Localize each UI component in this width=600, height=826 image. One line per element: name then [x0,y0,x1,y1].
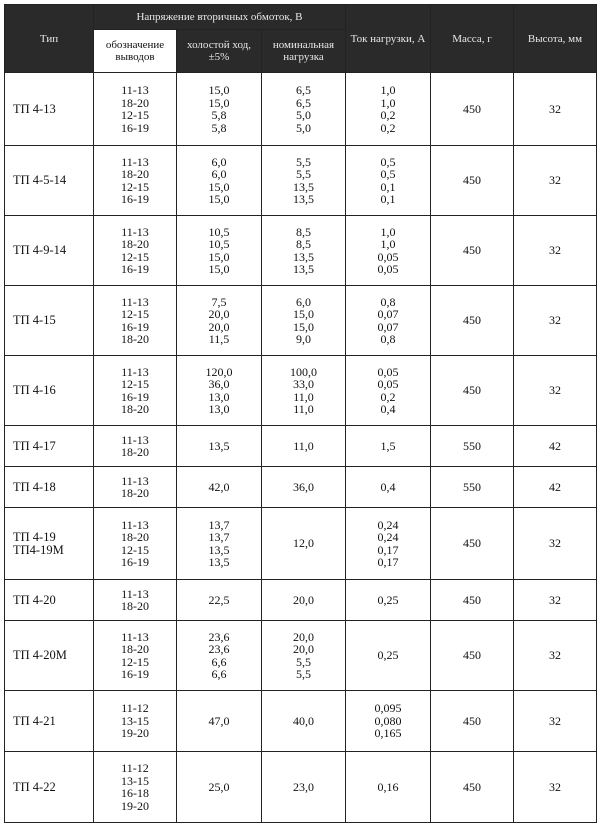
cell-terminals [94,216,177,286]
cell-type-line: ТП 4-18 [13,479,56,494]
table-row [5,621,597,691]
cell-no-load-line: 15,0 [208,179,230,194]
cell-no-load [177,73,262,146]
cell-terminals-line: 18-20 [121,332,149,346]
cell-load-current-line: 0,2 [380,120,396,135]
cell-rated-load-line: 5,0 [296,108,311,122]
cell-terminals-line: 16-19 [121,389,149,404]
cell-mass: 450 [431,508,514,580]
cell-height: 32 [514,216,597,286]
cell-rated-load-line: 8,5 [296,237,311,251]
cell-load-current-line: 0,165 [374,726,402,741]
cell-rated-load-line: 15,0 [293,307,314,321]
cell-terminals [94,73,177,146]
cell-no-load-line: 6,0 [211,154,227,169]
cell-rated-load-line: 13,5 [293,249,314,264]
cell-terminals-line: 11-13 [121,83,149,97]
cell-type-line: ТП 4-5-14 [13,173,67,188]
cell-type-line: ТП 4-15 [13,313,56,328]
cell-no-load [177,146,262,216]
cell-load-current-line: 0,05 [377,364,399,379]
cell-terminals [94,691,177,752]
cell-terminals-line: 13-15 [121,773,149,788]
cell-terminals-line: 11-13 [121,224,149,239]
cell-rated-load-line: 11,0 [293,438,314,453]
cell-terminals-line: 11-13 [121,294,149,309]
cell-load-current-line: 0,8 [380,332,396,346]
cell-terminals-line: 11-13 [121,473,149,488]
cell-load-current [346,146,431,216]
cell-load-current-line: 1,5 [380,438,396,453]
cell-terminals-line: 18-20 [121,642,149,656]
cell-load-current-line: 0,080 [374,713,402,728]
cell-mass: 450 [431,146,514,216]
cell-type [5,146,94,216]
cell-terminals-line: 18-20 [121,237,149,251]
cell-load-current [346,216,431,286]
cell-mass: 450 [431,621,514,691]
cell-load-current-line: 1,0 [380,224,396,239]
table-row [5,73,597,146]
cell-terminals-line: 12-15 [121,654,149,669]
table-header [5,5,597,73]
cell-rated-load-line: 33,0 [293,377,314,391]
cell-terminals [94,146,177,216]
cell-terminals-line: 18-20 [121,530,149,544]
cell-height: 32 [514,73,597,146]
cell-no-load-line: 5,8 [211,120,227,135]
cell-rated-load [262,508,346,580]
cell-load-current-line: 0,07 [377,307,399,321]
cell-rated-load [262,73,346,146]
cell-type [5,580,94,621]
cell-terminals-line: 16-19 [121,319,149,334]
cell-no-load [177,356,262,426]
cell-rated-load-line: 5,5 [296,654,311,669]
cell-terminals [94,467,177,508]
cell-rated-load-line: 15,0 [293,319,314,334]
scanned-document [4,4,596,824]
cell-no-load [177,508,262,580]
cell-terminals-line: 19-20 [121,798,149,813]
cell-no-load-line: 120,0 [205,364,233,379]
table-row [5,426,597,467]
cell-terminals-line: 16-19 [121,667,149,681]
cell-load-current-line: 0,05 [377,377,399,391]
header-height: Высота, мм [514,5,597,73]
cell-load-current [346,286,431,356]
cell-no-load-line: 47,0 [208,713,230,728]
cell-terminals-line: 18-20 [121,95,149,110]
cell-terminals-line: 12-15 [121,377,149,391]
cell-load-current [346,73,431,146]
cell-no-load-line: 20,0 [208,319,230,334]
cell-load-current-line: 0,8 [380,294,396,309]
cell-rated-load [262,467,346,508]
cell-terminals-line: 12-15 [121,307,149,321]
cell-load-current-line: 0,17 [377,542,399,557]
cell-no-load-line: 15,0 [208,83,230,97]
cell-rated-load-line: 6,5 [296,83,311,97]
cell-rated-load-line: 6,0 [296,294,311,309]
cell-rated-load-line: 13,5 [293,192,314,206]
table-row [5,508,597,580]
cell-rated-load-line: 13,5 [293,179,314,194]
cell-mass: 550 [431,467,514,508]
cell-load-current [346,621,431,691]
cell-mass: 450 [431,691,514,752]
cell-no-load-line: 36,0 [208,377,230,391]
cell-load-current-line: 0,5 [380,154,396,169]
cell-rated-load-line: 5,5 [296,167,311,181]
cell-height: 32 [514,356,597,426]
cell-rated-load-line: 100,0 [290,364,317,379]
cell-type-line: ТП4-19М [13,542,64,557]
header-secondary-voltage: Напряжение вторичных обмоток, В [94,5,346,30]
cell-terminals [94,426,177,467]
cell-no-load-line: 23,6 [208,642,230,656]
cell-no-load-line: 15,0 [208,192,230,206]
cell-no-load [177,286,262,356]
cell-height: 42 [514,426,597,467]
cell-mass: 450 [431,580,514,621]
cell-no-load-line: 11,5 [208,332,230,346]
cell-type [5,216,94,286]
cell-no-load-line: 10,5 [208,224,230,239]
cell-height: 32 [514,580,597,621]
cell-type [5,286,94,356]
cell-no-load-line: 25,0 [208,779,230,794]
cell-type-line: ТП 4-20М [13,648,67,663]
cell-terminals [94,580,177,621]
cell-terminals-line: 12-15 [121,179,149,194]
cell-load-current [346,467,431,508]
cell-load-current-line: 0,25 [377,592,399,607]
cell-terminals [94,752,177,823]
cell-type-line: ТП 4-21 [13,713,56,728]
table-row [5,691,597,752]
cell-terminals-line: 16-19 [121,192,149,206]
cell-rated-load [262,621,346,691]
cell-rated-load-line: 6,5 [296,95,311,110]
cell-no-load [177,691,262,752]
cell-terminals-line: 18-20 [121,402,149,416]
cell-rated-load-line: 40,0 [293,713,314,728]
cell-type-line: ТП 4-17 [13,438,56,453]
cell-type [5,467,94,508]
cell-rated-load [262,752,346,823]
cell-load-current [346,752,431,823]
table-row [5,752,597,823]
cell-no-load-line: 13,5 [208,542,230,557]
cell-rated-load-line: 36,0 [293,479,314,494]
cell-rated-load [262,580,346,621]
cell-mass: 450 [431,356,514,426]
cell-terminals-line: 18-20 [121,599,149,613]
cell-terminals-line: 16-19 [121,555,149,569]
cell-terminals-line: 11-12 [121,701,149,716]
cell-load-current-line: 0,4 [380,402,396,416]
header-no-load: холостой ход, ±5% [177,30,262,73]
cell-no-load [177,580,262,621]
cell-mass: 450 [431,286,514,356]
cell-load-current-line: 0,095 [374,701,402,716]
cell-load-current-line: 0,05 [377,249,399,264]
cell-rated-load-line: 20,0 [293,642,314,656]
header-load-current: Ток нагрузки, А [346,5,431,73]
cell-height: 32 [514,621,597,691]
cell-no-load-line: 13,5 [208,438,230,453]
cell-rated-load [262,691,346,752]
cell-type [5,621,94,691]
cell-height: 32 [514,691,597,752]
cell-type-line: ТП 4-9-14 [13,243,67,258]
cell-rated-load-line: 11,0 [293,402,314,416]
cell-no-load-line: 13,5 [208,555,230,569]
cell-load-current [346,426,431,467]
cell-load-current [346,356,431,426]
cell-load-current [346,580,431,621]
cell-no-load-line: 15,0 [208,95,230,110]
cell-type-line: ТП 4-22 [13,779,56,794]
cell-rated-load-line: 20,0 [293,629,314,644]
cell-no-load [177,216,262,286]
cell-load-current-line: 0,24 [377,517,399,532]
cell-load-current-line: 0,25 [377,648,399,663]
cell-rated-load-line: 20,0 [293,592,314,607]
cell-terminals-line: 18-20 [121,445,149,459]
header-mass: Масса, г [431,5,514,73]
cell-rated-load-line: 8,5 [296,224,311,239]
cell-no-load-line: 6,0 [211,167,227,181]
cell-rated-load [262,146,346,216]
cell-load-current-line: 0,2 [380,389,396,404]
cell-terminals-line: 18-20 [121,486,149,500]
cell-rated-load-line: 5,5 [296,154,311,169]
cell-no-load-line: 6,6 [211,667,227,681]
cell-load-current-line: 1,0 [380,237,396,251]
cell-load-current-line: 1,0 [380,95,396,110]
cell-no-load-line: 22,5 [208,592,230,607]
cell-mass: 450 [431,216,514,286]
cell-terminals-line: 19-20 [121,726,149,741]
cell-terminals-line: 11-12 [121,761,149,775]
cell-no-load [177,621,262,691]
cell-type [5,508,94,580]
cell-height: 42 [514,467,597,508]
cell-no-load-line: 7,5 [211,294,227,309]
cell-height: 32 [514,508,597,580]
cell-rated-load-line: 12,0 [293,536,314,551]
cell-no-load-line: 20,0 [208,307,230,321]
table-row [5,146,597,216]
cell-type [5,73,94,146]
cell-terminals-line: 11-13 [121,364,149,379]
cell-load-current [346,508,431,580]
cell-load-current-line: 0,16 [377,779,399,794]
cell-mass: 550 [431,426,514,467]
cell-load-current-line: 0,1 [380,192,396,206]
cell-rated-load-line: 5,0 [296,120,311,135]
cell-load-current-line: 1,0 [380,83,396,97]
cell-terminals-line: 12-15 [121,542,149,557]
cell-rated-load-line: 9,0 [296,332,311,346]
cell-type-line: ТП 4-20 [13,592,56,607]
cell-rated-load [262,286,346,356]
header-rated-load: номинальная нагрузка [262,30,346,73]
cell-no-load-line: 23,6 [208,629,230,644]
cell-type [5,356,94,426]
cell-no-load [177,752,262,823]
cell-no-load-line: 15,0 [208,249,230,264]
cell-rated-load-line: 23,0 [293,779,314,794]
cell-no-load-line: 5,8 [211,108,227,122]
cell-terminals-line: 12-15 [121,249,149,264]
cell-load-current-line: 0,2 [380,108,396,122]
cell-load-current-line: 0,1 [380,179,396,194]
cell-load-current-line: 0,5 [380,167,396,181]
cell-no-load [177,467,262,508]
cell-rated-load-line: 13,5 [293,262,314,276]
table-row [5,286,597,356]
cell-terminals-line: 11-13 [121,432,149,447]
cell-terminals-line: 16-19 [121,262,149,276]
cell-no-load-line: 42,0 [208,479,230,494]
cell-load-current-line: 0,4 [380,479,396,494]
cell-no-load-line: 13,0 [208,402,230,416]
cell-type-line: ТП 4-19 [13,530,56,544]
cell-height: 32 [514,286,597,356]
table-row [5,356,597,426]
cell-terminals-line: 11-13 [121,154,149,169]
cell-terminals-line: 12-15 [121,108,149,122]
cell-no-load-line: 13,7 [208,530,230,544]
cell-terminals [94,621,177,691]
cell-load-current-line: 0,05 [377,262,399,276]
cell-type [5,426,94,467]
cell-load-current [346,691,431,752]
table-row [5,467,597,508]
transformer-table [4,4,597,823]
cell-terminals [94,356,177,426]
cell-height: 32 [514,752,597,823]
cell-load-current-line: 0,17 [377,555,399,569]
cell-terminals [94,508,177,580]
header-type: Тип [5,5,94,73]
cell-terminals-line: 18-20 [121,167,149,181]
cell-type [5,691,94,752]
cell-terminals-line: 11-13 [121,517,149,532]
table-body [5,73,597,823]
cell-no-load [177,426,262,467]
cell-no-load-line: 13,0 [208,389,230,404]
cell-no-load-line: 15,0 [208,262,230,276]
cell-type-line: ТП 4-16 [13,383,56,398]
cell-type-line: ТП 4-13 [13,101,56,116]
cell-no-load-line: 6,6 [211,654,227,669]
cell-mass: 450 [431,752,514,823]
cell-rated-load-line: 5,5 [296,667,311,681]
table-row [5,580,597,621]
cell-load-current-line: 0,24 [377,530,399,544]
cell-rated-load [262,426,346,467]
cell-no-load-line: 13,7 [208,517,230,532]
cell-terminals-line: 11-13 [121,586,149,601]
cell-rated-load-line: 11,0 [293,389,314,404]
cell-terminals-line: 16-19 [121,120,149,135]
cell-terminals-line: 11-13 [121,629,149,644]
cell-rated-load [262,356,346,426]
cell-terminals-line: 16-18 [121,786,149,800]
cell-load-current-line: 0,07 [377,319,399,334]
cell-mass: 450 [431,73,514,146]
cell-type [5,752,94,823]
table-row [5,216,597,286]
cell-terminals [94,286,177,356]
cell-height: 32 [514,146,597,216]
header-terminals: обозначение выводов [94,30,177,73]
cell-terminals-line: 13-15 [121,713,149,728]
cell-no-load-line: 10,5 [208,237,230,251]
cell-rated-load [262,216,346,286]
